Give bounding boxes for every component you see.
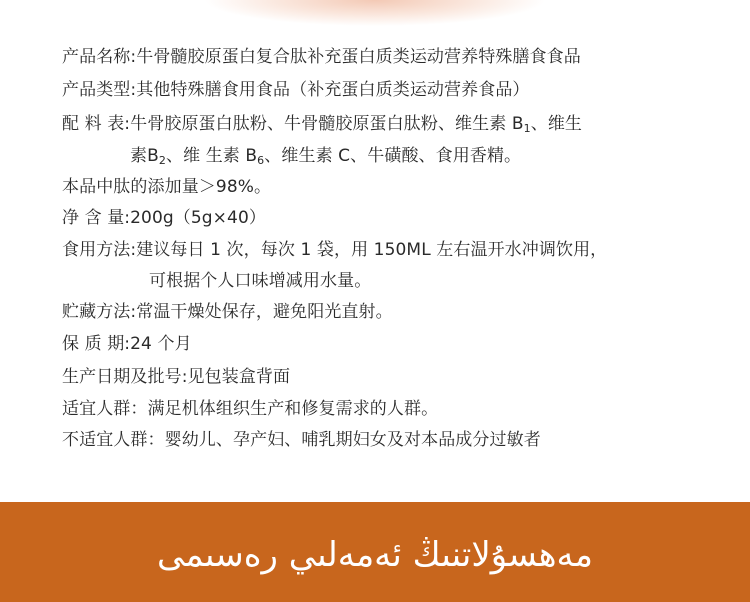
unsuitable-row bbox=[62, 429, 541, 451]
ingredients-value-part-a: 素B bbox=[130, 146, 159, 166]
ingredients-subscript-6: 6 bbox=[257, 154, 265, 167]
storage-row bbox=[62, 301, 393, 323]
usage-row bbox=[62, 239, 607, 261]
ingredients-subscript-1: 1 bbox=[523, 122, 531, 135]
suitable-label: 适宜人群： bbox=[62, 399, 148, 419]
net-content-label: 净 含 量: bbox=[62, 208, 131, 228]
product-name-label: 产品名称: bbox=[62, 47, 137, 67]
ingredients-row-continued bbox=[130, 145, 521, 172]
ingredients-value-part-b: 、维 生素 B bbox=[165, 146, 258, 166]
storage-label: 贮藏方法: bbox=[62, 302, 137, 322]
top-decoration bbox=[0, 0, 750, 30]
product-name-value: 牛骨髓胶原蛋白复合肽补充蛋白质类运动营养特殊膳食食品 bbox=[136, 47, 581, 67]
suitable-row bbox=[62, 398, 438, 420]
ingredients-value-tail: 、维生 bbox=[530, 114, 583, 134]
usage-value: 建议每日 1 次，每次 1 袋，用 150ML 左右温开水冲调饮用， bbox=[136, 240, 608, 260]
ingredients-value-part-c: 、维生素 C、牛磺酸、食用香精。 bbox=[264, 146, 522, 166]
net-content-row bbox=[62, 207, 266, 229]
section-banner bbox=[0, 502, 750, 602]
shelf-life-value: 24 个月 bbox=[130, 334, 192, 354]
storage-value: 常温干燥处保存，避免阳光直射。 bbox=[136, 302, 393, 322]
ingredients-value: 牛骨胶原蛋白肽粉、牛骨髓胶原蛋白肽粉、维生素 B bbox=[130, 114, 524, 134]
batch-label: 生产日期及批号: bbox=[62, 367, 188, 387]
ingredients-subscript-2: 2 bbox=[158, 154, 166, 167]
ingredients-label: 配 料 表: bbox=[62, 114, 131, 134]
unsuitable-label: 不适宜人群： bbox=[62, 430, 165, 450]
section-banner-title: مەھسۇلاتنىڭ ئەمەلىي رەسىمى bbox=[157, 535, 593, 575]
shelf-life-row bbox=[62, 333, 192, 355]
batch-row bbox=[62, 366, 290, 388]
ingredients-row bbox=[62, 113, 582, 140]
product-type-label: 产品类型: bbox=[62, 80, 137, 100]
usage-value-continued: 可根据个人口味增减用水量。 bbox=[149, 271, 372, 291]
batch-value: 见包装盒背面 bbox=[187, 367, 291, 387]
usage-label: 食用方法: bbox=[62, 240, 137, 260]
net-content-value: 200g（5g×40） bbox=[130, 208, 266, 228]
unsuitable-value: 婴幼儿、孕产妇、哺乳期妇女及对本品成分过敏者 bbox=[164, 430, 541, 450]
product-type-row bbox=[62, 79, 530, 101]
shelf-life-label: 保 质 期: bbox=[62, 334, 131, 354]
peptide-note: 本品中肽的添加量＞98%。 bbox=[62, 177, 272, 197]
product-name-row bbox=[62, 46, 581, 68]
peptide-note-row bbox=[62, 176, 271, 198]
suitable-value: 满足机体组织生产和修复需求的人群。 bbox=[147, 399, 439, 419]
product-type-value: 其他特殊膳食用食品（补充蛋白质类运动营养食品） bbox=[136, 80, 530, 100]
usage-row-continued bbox=[149, 270, 371, 292]
